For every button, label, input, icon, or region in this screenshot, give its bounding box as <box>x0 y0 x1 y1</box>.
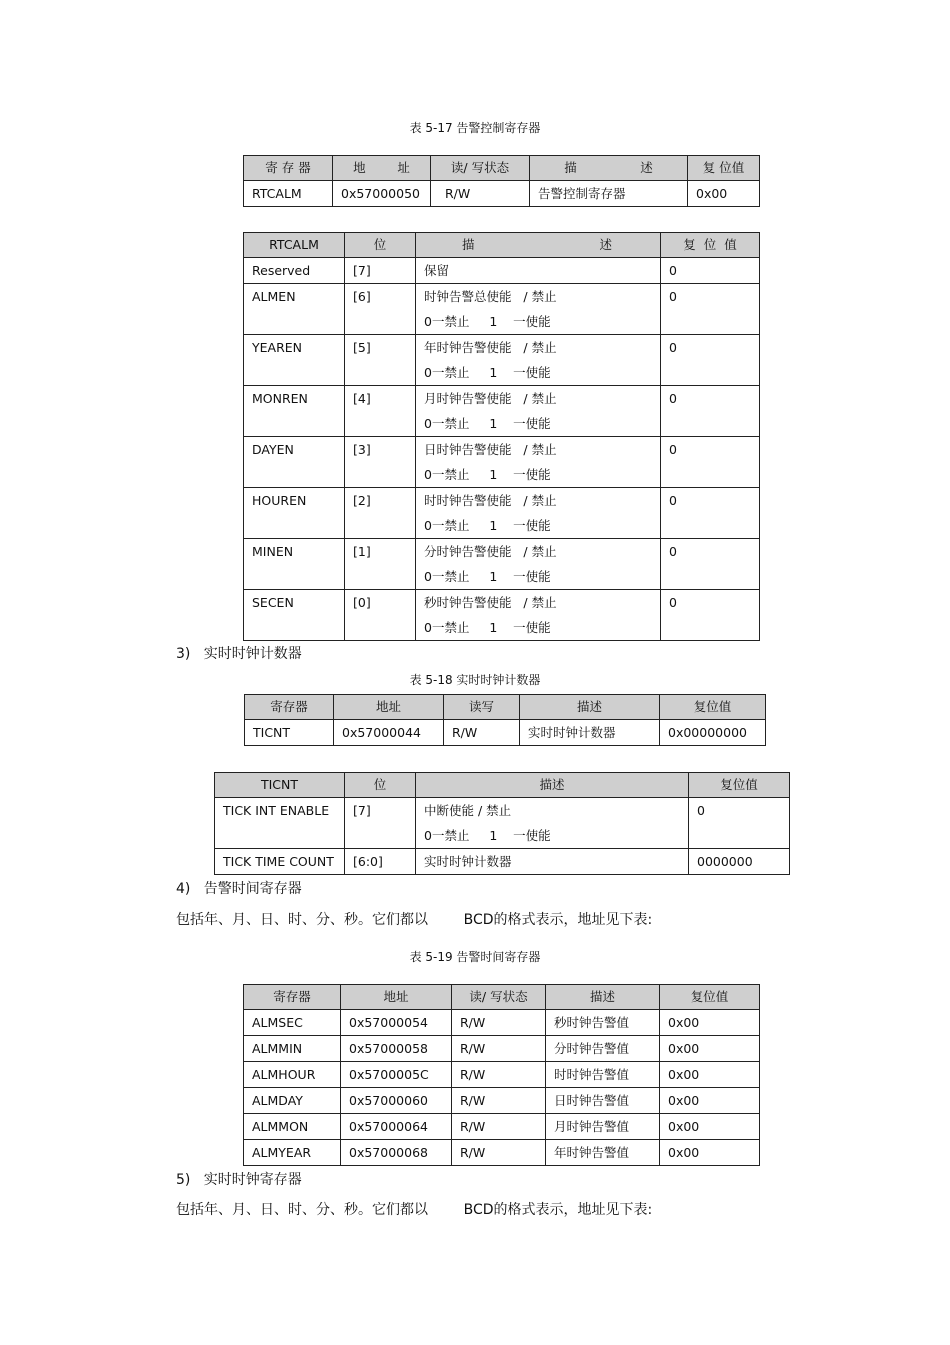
section-4-paragraph: 包括年、月、日、时、分、秒。它们都以 BCD的格式表示，地址见下表: <box>176 912 653 928</box>
header-cell: 寄存器 <box>244 985 341 1010</box>
header-cell: 复位值 <box>660 695 766 720</box>
header-cell: 读/ 写状态 <box>452 985 546 1010</box>
ticnt-bit-table <box>214 772 790 875</box>
table-cell: 0x57000058 <box>341 1036 452 1062</box>
table-cell: 0x57000054 <box>341 1010 452 1036</box>
bit-desc-line2: 0一禁止 1 一使能 <box>424 828 551 843</box>
table-cell: 实时时钟计数器 <box>520 720 660 746</box>
header-cell: 描述 <box>546 985 660 1010</box>
bit-name: SECEN <box>244 590 345 641</box>
header-cell: 读/ 写状态 <box>431 156 530 181</box>
table-5-18 <box>244 694 766 746</box>
table-cell: 0x00 <box>660 1062 760 1088</box>
table-cell: 告警控制寄存器 <box>530 181 688 207</box>
bit-index: [4] <box>345 386 416 437</box>
table-5-19 <box>243 984 760 1166</box>
bit-desc <box>416 335 661 386</box>
bit-reset: 0 <box>661 335 760 386</box>
table-cell: R/W <box>452 1114 546 1140</box>
table-row <box>244 386 760 437</box>
header-cell: 位 <box>345 233 416 258</box>
table-header-row <box>244 156 760 181</box>
table-row <box>245 720 766 746</box>
section-5-paragraph: 包括年、月、日、时、分、秒。它们都以 BCD的格式表示，地址见下表: <box>176 1202 653 1218</box>
header-cell: 位 <box>345 773 416 798</box>
bit-name: TICK INT ENABLE <box>215 798 345 849</box>
table-cell: ALMYEAR <box>244 1140 341 1166</box>
table-cell: 0x00 <box>660 1036 760 1062</box>
bit-desc-line2: 0一禁止 1 一使能 <box>424 620 551 635</box>
table-cell: R/W <box>452 1088 546 1114</box>
table-cell: R/W <box>452 1062 546 1088</box>
header-cell: 寄 存 器 <box>244 156 333 181</box>
bit-desc-line1: 日时钟告警使能 / 禁止 <box>424 442 557 457</box>
table-cell: 秒时钟告警值 <box>546 1010 660 1036</box>
bit-desc: 保留 <box>416 258 661 284</box>
bit-reset: 0 <box>661 386 760 437</box>
header-cell: 复 位 值 <box>661 233 760 258</box>
bit-index: [6] <box>345 284 416 335</box>
bit-reset: 0 <box>661 284 760 335</box>
table-row <box>244 181 760 207</box>
header-cell: 地址 <box>341 985 452 1010</box>
table-5-19-caption: 表 5-19 告警时间寄存器 <box>409 950 541 964</box>
bit-desc-line1: 中断使能 / 禁止 <box>424 803 512 818</box>
header-cell: RTCALM <box>244 233 345 258</box>
bit-name: MONREN <box>244 386 345 437</box>
table-row <box>244 1036 760 1062</box>
table-row <box>244 488 760 539</box>
bit-desc <box>416 590 661 641</box>
table-cell: 0x00 <box>660 1140 760 1166</box>
table-cell: 分时钟告警值 <box>546 1036 660 1062</box>
bit-desc <box>416 437 661 488</box>
bit-name: ALMEN <box>244 284 345 335</box>
section-4-heading: 4) 告警时间寄存器 <box>176 881 302 897</box>
bit-name: Reserved <box>244 258 345 284</box>
bit-desc <box>416 539 661 590</box>
table-cell: R/W <box>452 1140 546 1166</box>
header-cell: 读写 <box>444 695 520 720</box>
bit-index: [7] <box>345 798 416 849</box>
table-row <box>244 284 760 335</box>
bit-index: [1] <box>345 539 416 590</box>
header-cell: 描 述 <box>530 156 688 181</box>
table-cell: R/W <box>452 1010 546 1036</box>
table-cell: 0x57000064 <box>341 1114 452 1140</box>
table-5-17 <box>243 155 760 207</box>
table-cell: R/W <box>452 1036 546 1062</box>
table-row <box>215 798 790 849</box>
bit-desc-line2: 0一禁止 1 一使能 <box>424 365 551 380</box>
table-row <box>244 1088 760 1114</box>
table-header-row <box>245 695 766 720</box>
bit-desc-line1: 年时钟告警使能 / 禁止 <box>424 340 557 355</box>
header-cell: 地 址 <box>333 156 431 181</box>
bit-desc-line1: 分时钟告警使能 / 禁止 <box>424 544 557 559</box>
table-cell: ALMMON <box>244 1114 341 1140</box>
bit-desc <box>416 386 661 437</box>
header-desc-left: 描 <box>462 237 475 252</box>
table-cell: 0x57000044 <box>334 720 444 746</box>
table-row <box>244 1010 760 1036</box>
bit-desc <box>416 488 661 539</box>
header-cell: 寄存器 <box>245 695 334 720</box>
bit-name: DAYEN <box>244 437 345 488</box>
header-cell: 地址 <box>334 695 444 720</box>
header-cell: 复位值 <box>660 985 760 1010</box>
bit-desc-line2: 0一禁止 1 一使能 <box>424 467 551 482</box>
table-row <box>244 1062 760 1088</box>
header-cell: TICNT <box>215 773 345 798</box>
table-row <box>215 849 790 875</box>
bit-reset: 0 <box>661 590 760 641</box>
bit-reset: 0000000 <box>689 849 790 875</box>
table-cell: 时时钟告警值 <box>546 1062 660 1088</box>
bit-desc-line2: 0一禁止 1 一使能 <box>424 416 551 431</box>
bit-desc-line2: 0一禁止 1 一使能 <box>424 569 551 584</box>
table-cell: 日时钟告警值 <box>546 1088 660 1114</box>
table-cell: ALMDAY <box>244 1088 341 1114</box>
bit-index: [7] <box>345 258 416 284</box>
header-cell: 复位值 <box>689 773 790 798</box>
bit-desc-line1: 秒时钟告警使能 / 禁止 <box>424 595 557 610</box>
bit-desc <box>416 284 661 335</box>
table-row <box>244 258 760 284</box>
table-row <box>244 437 760 488</box>
table-cell: 年时钟告警值 <box>546 1140 660 1166</box>
table-cell: 0x00 <box>660 1088 760 1114</box>
table-row <box>244 590 760 641</box>
bit-desc <box>416 798 689 849</box>
header-cell <box>416 233 661 258</box>
section-3-heading: 3) 实时时钟计数器 <box>176 646 302 662</box>
bit-desc-line2: 0一禁止 1 一使能 <box>424 518 551 533</box>
bit-desc-line1: 时钟告警总使能 / 禁止 <box>424 289 557 304</box>
table-cell: ALMSEC <box>244 1010 341 1036</box>
table-cell: 0x57000060 <box>341 1088 452 1114</box>
table-cell: R/W <box>431 181 530 207</box>
table-cell: 月时钟告警值 <box>546 1114 660 1140</box>
table-cell: 0x00000000 <box>660 720 766 746</box>
bit-desc-line2: 0一禁止 1 一使能 <box>424 314 551 329</box>
bit-reset: 0 <box>689 798 790 849</box>
table-row <box>244 1140 760 1166</box>
bit-reset: 0 <box>661 488 760 539</box>
table-cell: ALMHOUR <box>244 1062 341 1088</box>
header-cell: 描述 <box>520 695 660 720</box>
table-5-17-caption: 表 5-17 告警控制寄存器 <box>409 121 541 135</box>
table-cell: R/W <box>444 720 520 746</box>
bit-index: [2] <box>345 488 416 539</box>
bit-reset: 0 <box>661 258 760 284</box>
header-cell: 描述 <box>416 773 689 798</box>
table-cell: 0x57000050 <box>333 181 431 207</box>
bit-reset: 0 <box>661 437 760 488</box>
bit-index: [3] <box>345 437 416 488</box>
bit-index: [5] <box>345 335 416 386</box>
table-row <box>244 335 760 386</box>
table-cell: ALMMIN <box>244 1036 341 1062</box>
rtcalm-bit-table <box>243 232 760 641</box>
table-cell: 0x00 <box>660 1010 760 1036</box>
bit-desc-line1: 月时钟告警使能 / 禁止 <box>424 391 557 406</box>
section-5-heading: 5) 实时时钟寄存器 <box>176 1172 302 1188</box>
bit-name: YEAREN <box>244 335 345 386</box>
header-desc-right: 述 <box>599 237 612 252</box>
bit-index: [6:0] <box>345 849 416 875</box>
table-cell: 0x00 <box>688 181 760 207</box>
bit-name: HOUREN <box>244 488 345 539</box>
table-header-row <box>215 773 790 798</box>
table-cell: RTCALM <box>244 181 333 207</box>
table-5-18-caption: 表 5-18 实时时钟计数器 <box>409 673 541 687</box>
table-header-row <box>244 233 760 258</box>
table-cell: 0x00 <box>660 1114 760 1140</box>
bit-name: MINEN <box>244 539 345 590</box>
table-header-row <box>244 985 760 1010</box>
table-cell: 0x57000068 <box>341 1140 452 1166</box>
header-cell: 复 位值 <box>688 156 760 181</box>
table-cell: 0x5700005C <box>341 1062 452 1088</box>
bit-desc: 实时时钟计数器 <box>416 849 689 875</box>
bit-desc-line1: 时时钟告警使能 / 禁止 <box>424 493 557 508</box>
bit-name: TICK TIME COUNT <box>215 849 345 875</box>
table-row <box>244 1114 760 1140</box>
bit-index: [0] <box>345 590 416 641</box>
table-cell: TICNT <box>245 720 334 746</box>
table-row <box>244 539 760 590</box>
bit-reset: 0 <box>661 539 760 590</box>
